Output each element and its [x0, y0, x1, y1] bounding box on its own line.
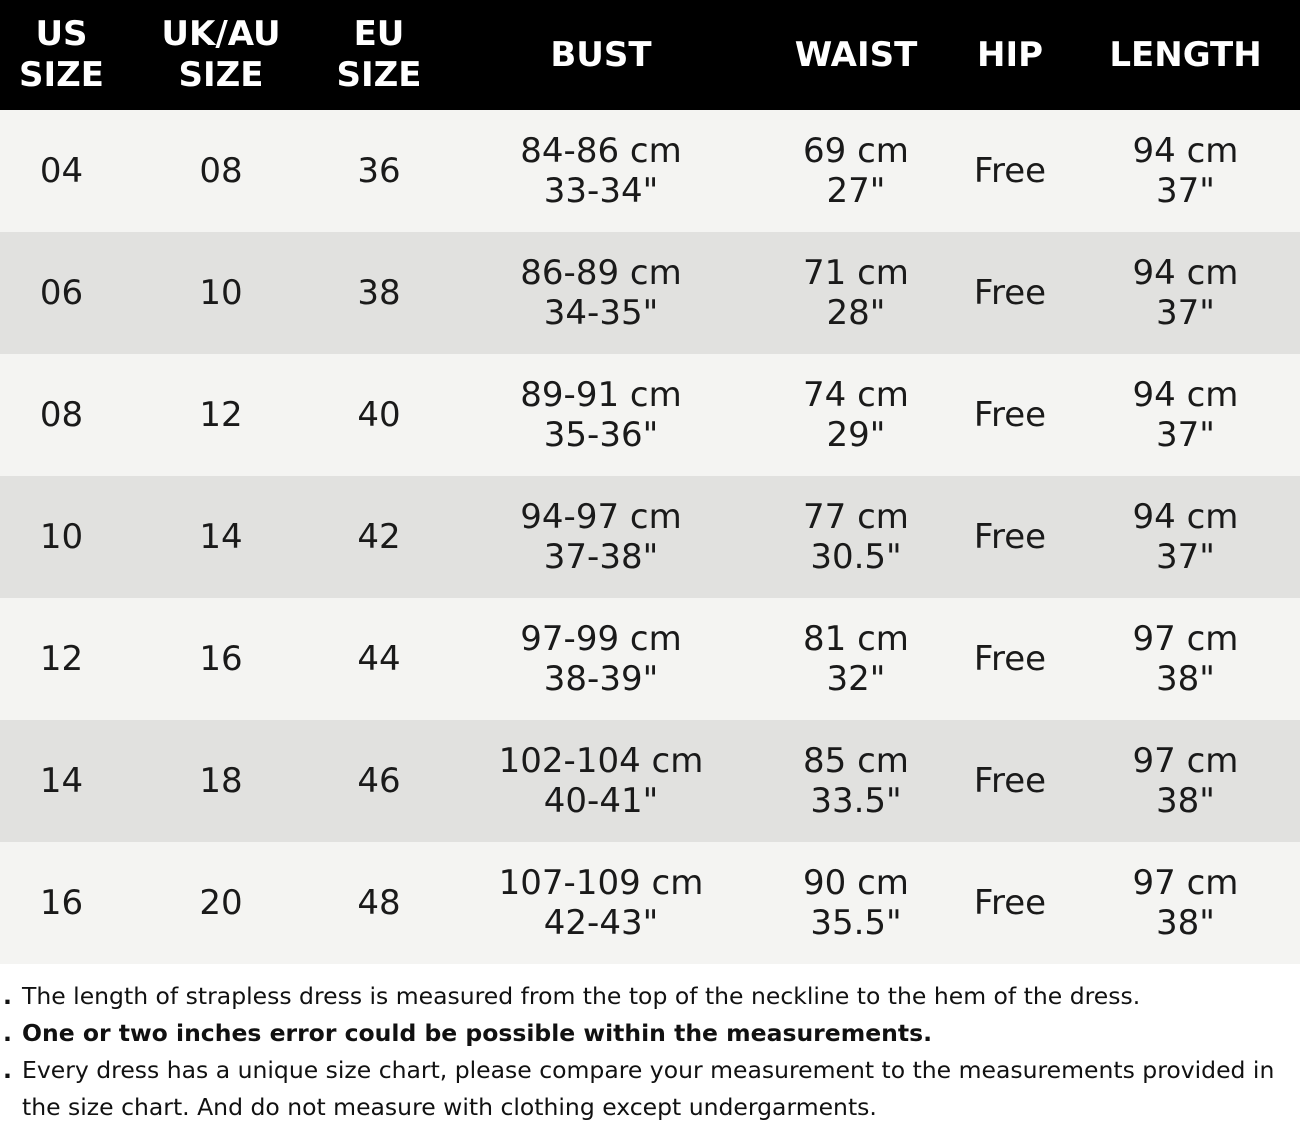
cell-hip: Free [973, 395, 1047, 435]
note-item [3, 978, 1280, 1015]
cell-hip: Free [973, 883, 1047, 923]
cell-us-size: 14 [39, 761, 84, 801]
cell-length: 94 cm 37" [1132, 375, 1239, 455]
header-bust: BUST [550, 34, 652, 75]
header-uk-au-size: UK/AU SIZE [161, 14, 281, 95]
cell-length: 94 cm 37" [1132, 253, 1239, 333]
cell-us-size: 04 [39, 151, 84, 191]
table-row [0, 476, 1300, 598]
header-us-size: US SIZE [18, 14, 105, 95]
cell-bust: 94-97 cm 37-38" [520, 497, 682, 577]
cell-waist: 81 cm 32" [803, 619, 909, 699]
cell-uk-au-size: 18 [199, 761, 243, 801]
cell-eu-size: 38 [357, 273, 401, 313]
cell-eu-size: 36 [357, 151, 401, 191]
cell-us-size: 06 [39, 273, 84, 313]
cell-uk-au-size: 14 [199, 517, 243, 557]
cell-uk-au-size: 08 [199, 151, 243, 191]
cell-uk-au-size: 16 [199, 639, 243, 679]
table-row [0, 598, 1300, 720]
note-text: The length of strapless dress is measured from the top of the neckline to the hem of the dress. [22, 982, 1141, 1010]
bullet-dot-icon: . [3, 1056, 12, 1084]
table-row [0, 232, 1300, 354]
cell-us-size: 08 [39, 395, 84, 435]
cell-waist: 74 cm 29" [803, 375, 909, 455]
cell-bust: 89-91 cm 35-36" [520, 375, 682, 455]
cell-hip: Free [973, 151, 1047, 191]
cell-eu-size: 46 [357, 761, 401, 801]
cell-eu-size: 48 [357, 883, 401, 923]
header-length: LENGTH [1109, 34, 1262, 75]
cell-bust: 97-99 cm 38-39" [520, 619, 682, 699]
header-eu-size: EU SIZE [336, 14, 422, 95]
cell-hip: Free [973, 639, 1047, 679]
bullet-dot-icon: . [3, 1019, 12, 1047]
cell-waist: 71 cm 28" [803, 253, 909, 333]
table-header [0, 0, 1300, 110]
note-item-bold [3, 1015, 1280, 1052]
cell-bust: 107-109 cm 42-43" [498, 863, 704, 943]
header-hip: HIP [976, 34, 1044, 75]
cell-hip: Free [973, 517, 1047, 557]
cell-eu-size: 44 [357, 639, 401, 679]
cell-uk-au-size: 20 [199, 883, 243, 923]
cell-us-size: 12 [39, 639, 84, 679]
note-text: One or two inches error could be possible within the measurements. [22, 1019, 933, 1047]
cell-length: 97 cm 38" [1132, 741, 1239, 821]
cell-length: 94 cm 37" [1132, 131, 1239, 211]
cell-hip: Free [973, 761, 1047, 801]
cell-length: 94 cm 37" [1132, 497, 1239, 577]
cell-us-size: 16 [39, 883, 84, 923]
bullet-dot-icon: . [3, 982, 12, 1010]
table-row [0, 842, 1300, 964]
note-text: Every dress has a unique size chart, please compare your measurement to the measurements provided in the size chart. And do not measure with clothing except undergarments. [22, 1056, 1275, 1121]
cell-bust: 84-86 cm 33-34" [520, 131, 682, 211]
cell-waist: 90 cm 35.5" [803, 863, 909, 943]
cell-eu-size: 40 [357, 395, 401, 435]
table-row [0, 110, 1300, 232]
cell-length: 97 cm 38" [1132, 619, 1239, 699]
cell-hip: Free [973, 273, 1047, 313]
cell-uk-au-size: 12 [199, 395, 243, 435]
cell-eu-size: 42 [357, 517, 401, 557]
cell-us-size: 10 [39, 517, 84, 557]
table-row [0, 720, 1300, 842]
cell-bust: 86-89 cm 34-35" [520, 253, 682, 333]
cell-waist: 69 cm 27" [803, 131, 909, 211]
cell-waist: 77 cm 30.5" [803, 497, 909, 577]
cell-waist: 85 cm 33.5" [803, 741, 909, 821]
header-waist: WAIST [794, 34, 918, 75]
note-item [3, 1052, 1280, 1126]
cell-length: 97 cm 38" [1132, 863, 1239, 943]
cell-uk-au-size: 10 [199, 273, 243, 313]
notes-section [0, 964, 1300, 1126]
cell-bust: 102-104 cm 40-41" [498, 741, 704, 821]
table-row [0, 354, 1300, 476]
